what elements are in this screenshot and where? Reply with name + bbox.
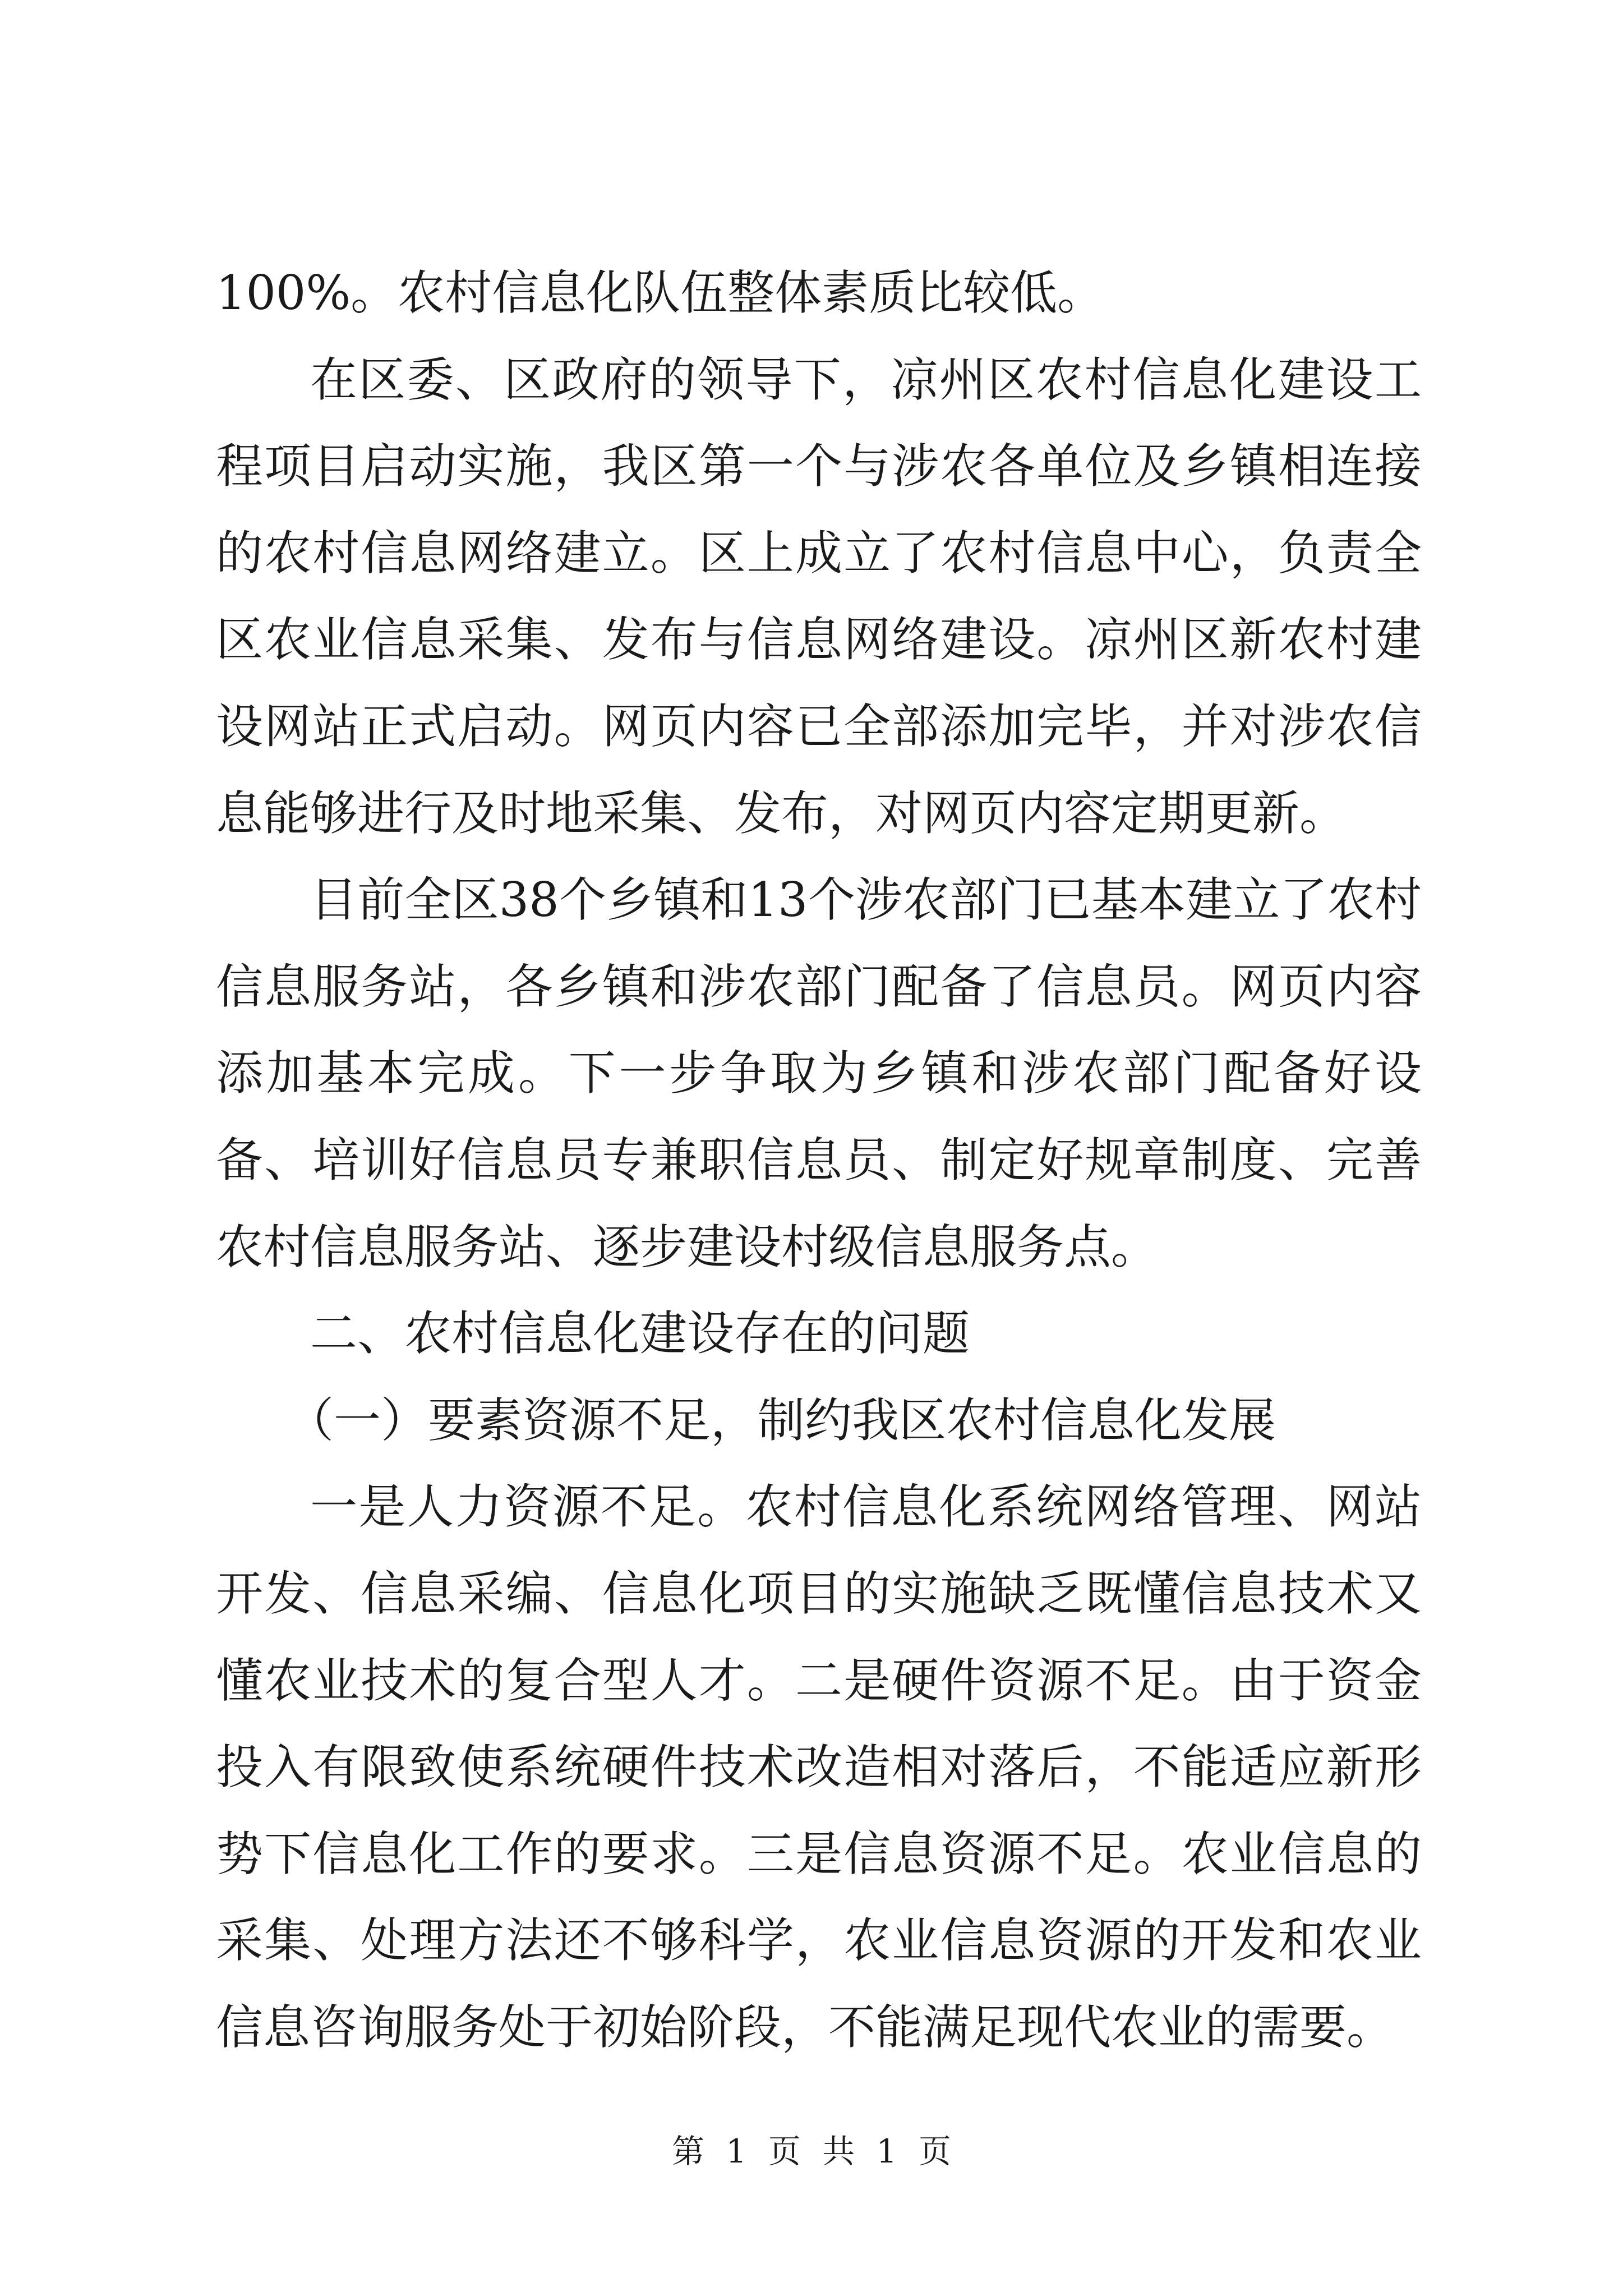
paragraph-service-stations: 目前全区38个乡镇和13个涉农部门已基本建立了农村信息服务站，各乡镇和涉农部门配备了信息员。网页内容添加基本完成。下一步争取为乡镇和涉农部门配备好设备、培训好信息员专兼职信息员、制定好规章制度、完善农村信息服务站、逐步建设村级信息服务点。 [216,872,1422,1274]
paragraph-continuation: 100%。农村信息化队伍整体素质比较低。 [216,265,1105,320]
paragraph-project-launch: 在区委、区政府的领导下，凉州区农村信息化建设工程项目启动实施，我区第一个与涉农各单位及乡镇相连接的农村信息网络建立。区上成立了农村信息中心，负责全区农业信息采集、发布与信息网络建设。凉州区新农村建设网站正式启动。网页内容已全部添加完毕，并对涉农信息能够进行及时地采集、发布，对网页内容定期更新。 [216,352,1422,841]
document-body [216,250,1422,2070]
section-heading: 二、农村信息化建设存在的问题 [310,1306,970,1361]
subsection-heading: （一）要素资源不足，制约我区农村信息化发展 [287,1392,1276,1448]
paragraph-resource-shortage: 一是人力资源不足。农村信息化系统网络管理、网站开发、信息采编、信息化项目的实施缺乏既懂信息技术又懂农业技术的复合型人才。二是硬件资源不足。由于资金投入有限致使系统硬件技术改造相对落后，不能适应新形势下信息化工作的要求。三是信息资源不足。农业信息的采集、处理方法还不够科学，农业信息资源的开发和农业信息咨询服务处于初始阶段，不能满足现代农业的需要。 [216,1479,1422,2055]
page-footer: 第 1 页 共 1 页 [672,2132,951,2170]
